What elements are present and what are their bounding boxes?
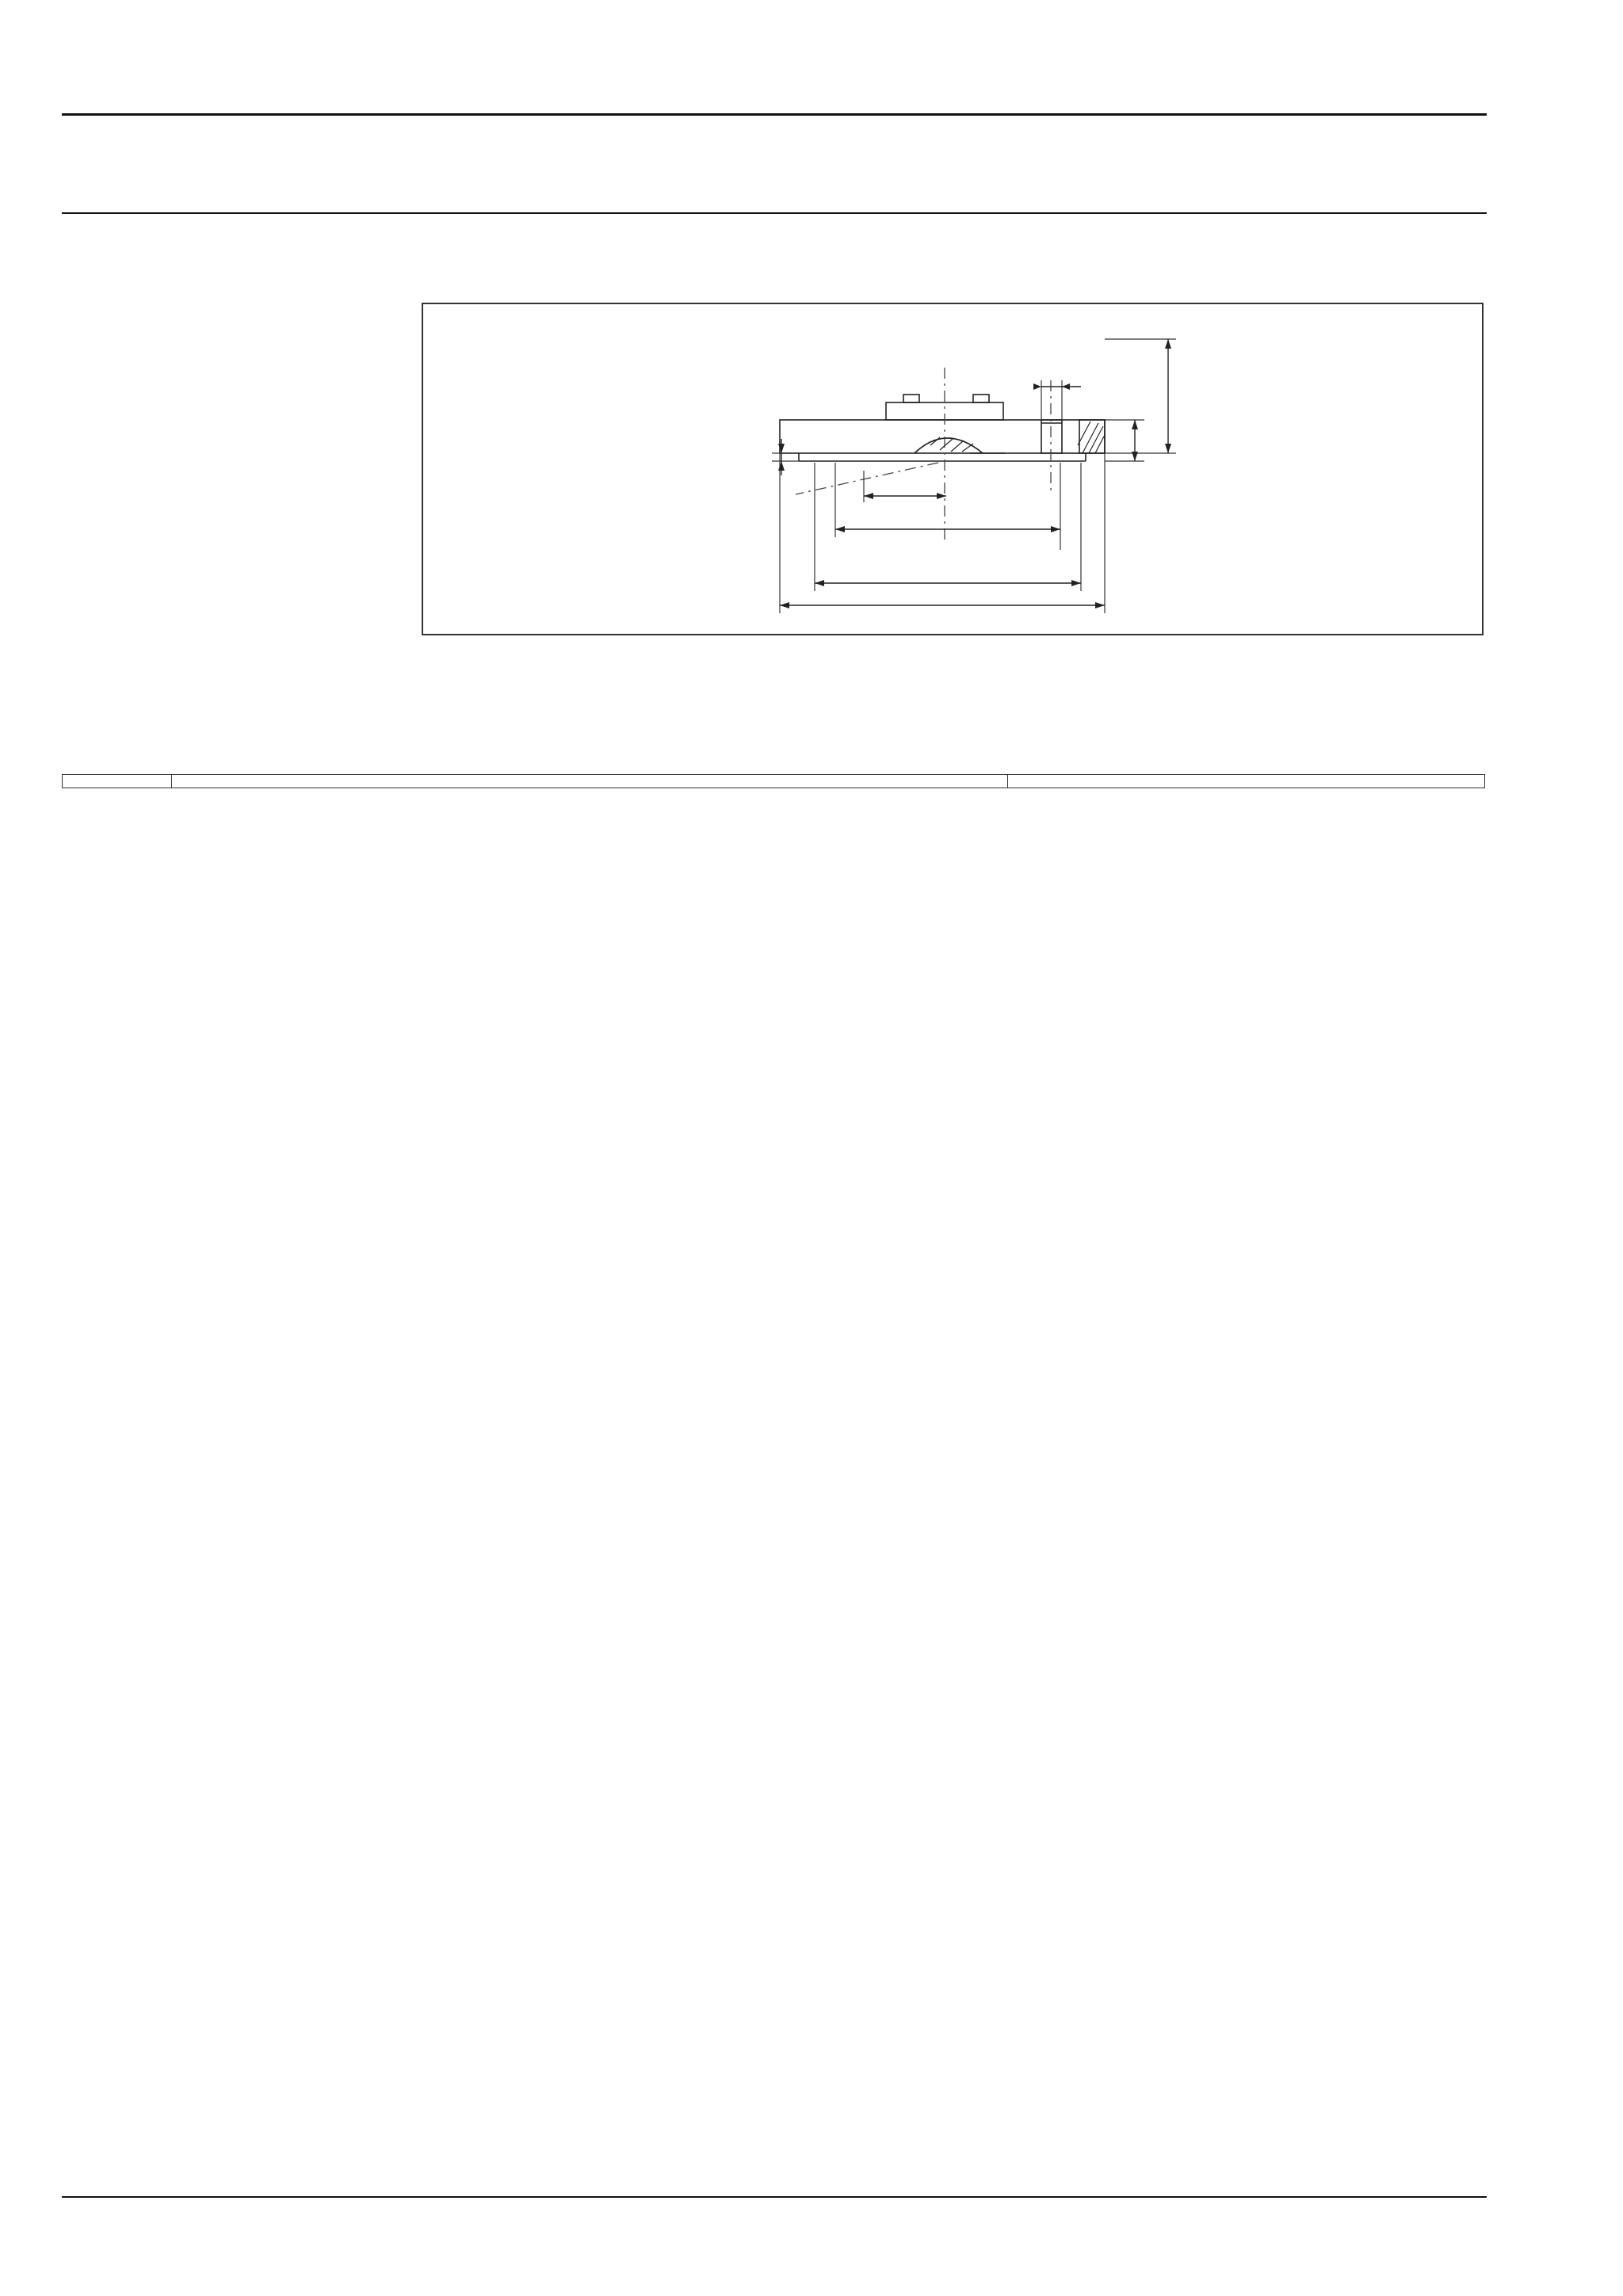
section-rule: [62, 212, 1487, 214]
header-corner: [63, 775, 172, 788]
header-rule: [62, 113, 1487, 116]
group-header-row: [63, 775, 1485, 788]
group-flange: [171, 775, 1007, 788]
flange-table: [62, 774, 1485, 788]
group-boltholes: [1008, 775, 1485, 788]
flange-drawing-svg: [423, 304, 1482, 634]
flange-drawing: [422, 303, 1484, 635]
footer-rule: [62, 2196, 1487, 2198]
diaphragm: [915, 438, 983, 453]
